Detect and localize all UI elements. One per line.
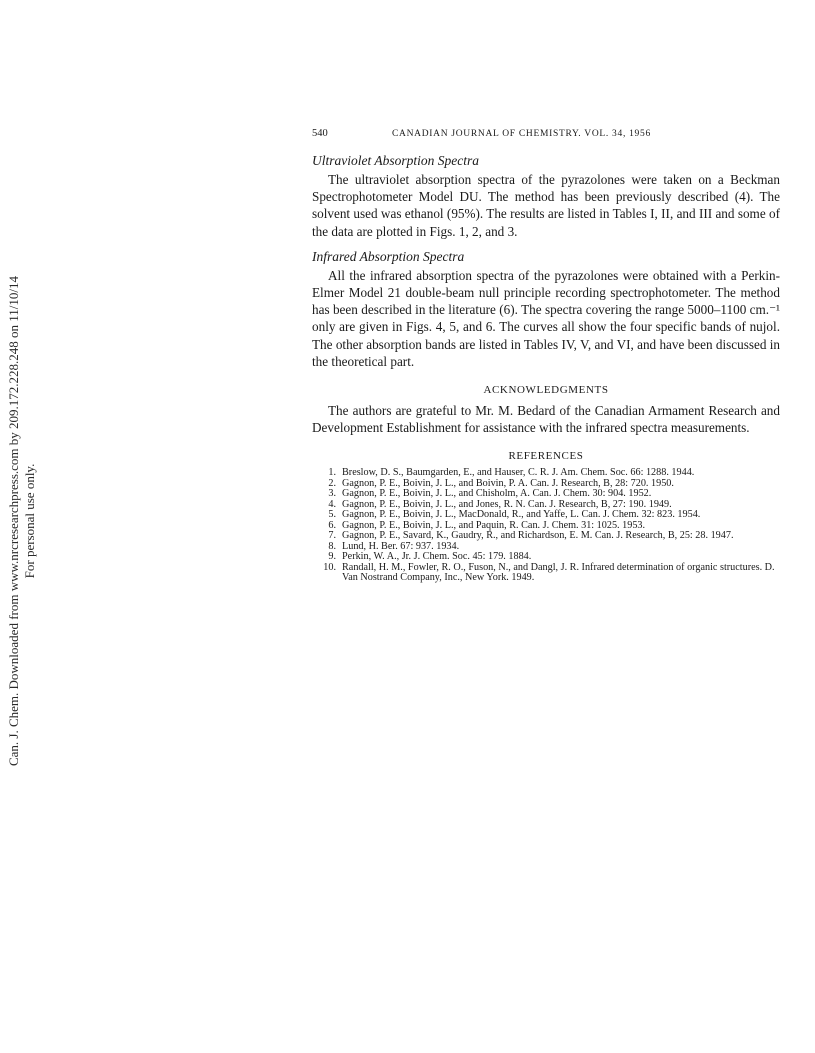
download-notice (6, 266, 38, 776)
reference-number: 2. (328, 477, 336, 489)
acknowledgments-heading: ACKNOWLEDGMENTS (483, 384, 609, 397)
reference-number: 10. (323, 561, 336, 573)
reference-text: Gagnon, P. E., Boivin, J. L., and Jones, R. N. Can. J. Research, B, 27: 190. 1949. (342, 498, 672, 510)
acknowledgments-paragraph: The authors are grateful to Mr. M. Bedard of the Canadian Armament Research and Development Establishment for assistance with the infrared spectra measurements. (312, 403, 780, 436)
uv-section-paragraph: The ultraviolet absorption spectra of the pyrazolones were taken on a Beckman Spectrophotometer Model DU. The method has been previously described (4). The solvent used was ethanol (95%). The results are listed in Tables I, II, and III and some of the data are plotted in Figs. 1, 2, and 3. (312, 172, 780, 239)
reference-number: 5. (328, 509, 336, 521)
reference-number: 9. (328, 551, 336, 563)
reference-text: Gagnon, P. E., Boivin, J. L., and Paquin, R. Can. J. Chem. 31: 1025. 1953. (342, 519, 646, 531)
download-watermark (2, 270, 42, 780)
reference-text: Gagnon, P. E., Boivin, J. L., MacDonald, R., and Yaffe, L. Can. J. Chem. 32: 823. 1954. (342, 509, 701, 521)
running-head (312, 124, 780, 144)
reference-number: 1. (328, 467, 336, 479)
reference-number: 6. (328, 519, 336, 531)
reference-number: 7. (328, 530, 336, 542)
page-column (312, 124, 780, 584)
reference-text: Gagnon, P. E., Savard, K., Gaudry, R., and Richardson, E. M. Can. J. Research, B, 25: 28. 1947. (342, 530, 734, 542)
page-number: 540 (312, 128, 328, 139)
reference-text: Gagnon, P. E., Boivin, J. L., and Boivin, P. A. Can. J. Research, B, 28: 720. 1950. (342, 477, 674, 489)
references-heading: REFERENCES (508, 450, 584, 463)
reference-text: Gagnon, P. E., Boivin, J. L., and Chisholm, A. Can. J. Chem. 30: 904. 1952. (342, 488, 652, 500)
reference-text: Breslow, D. S., Baumgarden, E., and Hauser, C. R. J. Am. Chem. Soc. 66: 1288. 1944. (342, 467, 695, 479)
reference-text: Lund, H. Ber. 67: 937. 1934. (342, 540, 460, 552)
reference-number: 8. (328, 540, 336, 552)
reference-number: 3. (328, 488, 336, 500)
ir-section-heading: Infrared Absorption Spectra (312, 248, 465, 264)
reference-item (312, 563, 780, 584)
download-source-line: Can. J. Chem. Downloaded from www.nrcresearchpress.com by 209.172.228.248 on 11/10/14 (6, 275, 21, 767)
journal-title: CANADIAN JOURNAL OF CHEMISTRY. VOL. 34, 1956 (392, 129, 651, 139)
reference-text: Randall, H. M., Fowler, R. O., Fuson, N., and Dangl, J. R. Infrared determination of organic structures. D. Van Nostrand Company, Inc., New York. 1949. (342, 561, 775, 584)
reference-text: Perkin, W. A., Jr. J. Chem. Soc. 45: 179. 1884. (342, 551, 532, 563)
reference-list (312, 468, 780, 584)
personal-use-line: For personal use only. (22, 463, 37, 579)
reference-number: 4. (328, 498, 336, 510)
ir-section-paragraph: All the infrared absorption spectra of the pyrazolones were obtained with a Perkin-Elmer Model 21 double-beam null principle recording spectrophotometer. The method has been described in the literature (6). The spectra covering the range 5000–1100 cm.⁻¹ only are given in Figs. 4, 5, and 6. The curves all show the four specific bands of nujol. The other absorption bands are listed in Tables IV, V, and VI, and have been discussed in the theoretical part. (312, 267, 780, 369)
uv-section-heading: Ultraviolet Absorption Spectra (312, 153, 479, 168)
